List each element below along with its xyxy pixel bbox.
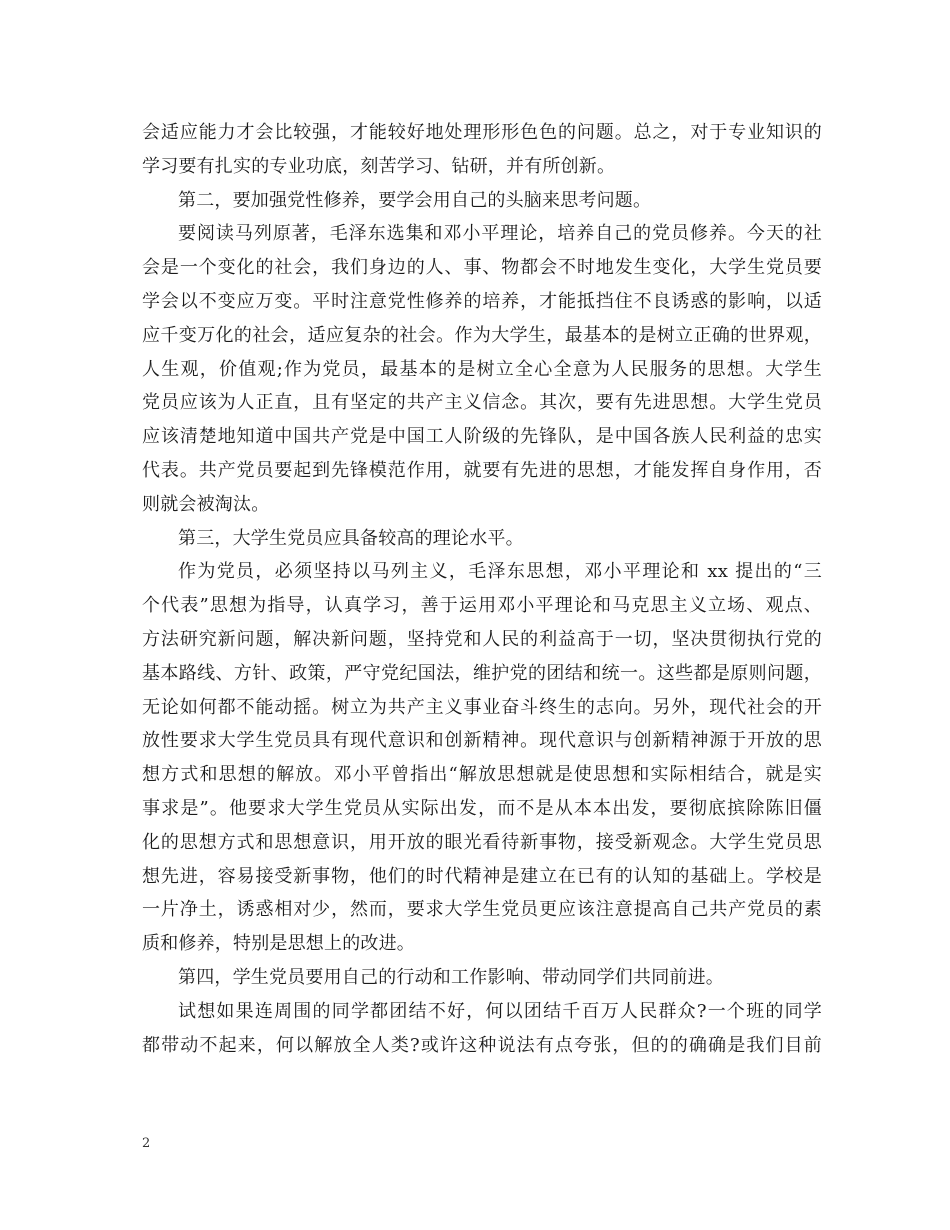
text-line: 基本路线、方针、政策，严守党纪国法，维护党的团结和统一。这些都是原则问题，: [142, 662, 822, 684]
text-line: 代表。共产党员要起到先锋模范作用，就要有先进的思想，才能发挥自身作用，否: [142, 459, 822, 481]
text-line: 人生观，价值观;作为党员，最基本的是树立全心全意为人民服务的思想。大学生: [142, 358, 822, 380]
text-line: 第四，学生党员要用自己的行动和工作影响、带动同学们共同前进。: [178, 966, 724, 988]
text-line: 作为党员，必须坚持以马列主义，毛泽东思想，邓小平理论和 xx 提出的“三: [178, 561, 822, 583]
text-line: 质和修养，特别是思想上的改进。: [142, 933, 415, 955]
text-line: 事求是”。他要求大学生党员从实际出发，而不是从本本出发，要彻底摈除陈旧僵: [142, 797, 822, 819]
text-line: 想方式和思想的解放。邓小平曾指出“解放思想就是使思想和实际相结合，就是实: [142, 764, 822, 786]
text-line: 想先进，容易接受新事物，他们的时代精神是建立在已有的认知的基础上。学校是: [142, 865, 822, 887]
text-line: 放性要求大学生党员具有现代意识和创新精神。现代意识与创新精神源于开放的思: [142, 730, 822, 752]
text-line: 党员应该为人正直，且有坚定的共产主义信念。其次，要有先进思想。大学生党员: [142, 392, 822, 414]
text-line: 应千变万化的社会，适应复杂的社会。作为大学生，最基本的是树立正确的世界观，: [142, 324, 822, 346]
text-line: 方法研究新问题，解决新问题，坚持党和人民的利益高于一切，坚决贯彻执行党的: [142, 628, 822, 650]
text-line: 要阅读马列原著，毛泽东选集和邓小平理论，培养自己的党员修养。今天的社: [178, 223, 822, 245]
page-number: 2: [142, 1136, 151, 1151]
text-line: 试想如果连周围的同学都团结不好，何以团结千百万人民群众?一个班的同学: [178, 1000, 822, 1022]
text-line: 化的思想方式和思想意识，用开放的眼光看待新事物，接受新观念。大学生党员思: [142, 831, 822, 853]
text-line: 则就会被淘汰。: [142, 493, 270, 515]
text-line: 应该清楚地知道中国共产党是中国工人阶级的先锋队，是中国各族人民利益的忠实: [142, 426, 822, 448]
text-line: 个代表”思想为指导，认真学习，善于运用邓小平理论和马克思主义立场、观点、: [142, 595, 822, 617]
text-line: 一片净土，诱惑相对少，然而，要求大学生党员更应该注意提高自己共产党员的素: [142, 899, 822, 921]
text-line: 第三，大学生党员应具备较高的理论水平。: [178, 527, 524, 549]
document-body: [142, 116, 822, 1062]
text-line: 会适应能力才会比较强，才能较好地处理形形色色的问题。总之，对于专业知识的: [142, 122, 822, 143]
text-line: 会是一个变化的社会，我们身边的人、事、物都会不时地发生变化，大学生党员要: [142, 257, 822, 279]
text-line: 都带动不起来，何以解放全人类?或许这种说法有点夸张，但的的确确是我们目前: [142, 1034, 822, 1056]
text-line: 学习要有扎实的专业功底，刻苦学习、钻研，并有所创新。: [142, 155, 616, 177]
text-line: 无论如何都不能动摇。树立为共产主义事业奋斗终生的志向。另外，现代社会的开: [142, 696, 822, 718]
text-line: 第二，要加强党性修养，要学会用自己的头脑来思考问题。: [178, 189, 652, 211]
text-line: 学会以不变应万变。平时注意党性修养的培养，才能抵挡住不良诱惑的影响，以适: [142, 290, 822, 312]
